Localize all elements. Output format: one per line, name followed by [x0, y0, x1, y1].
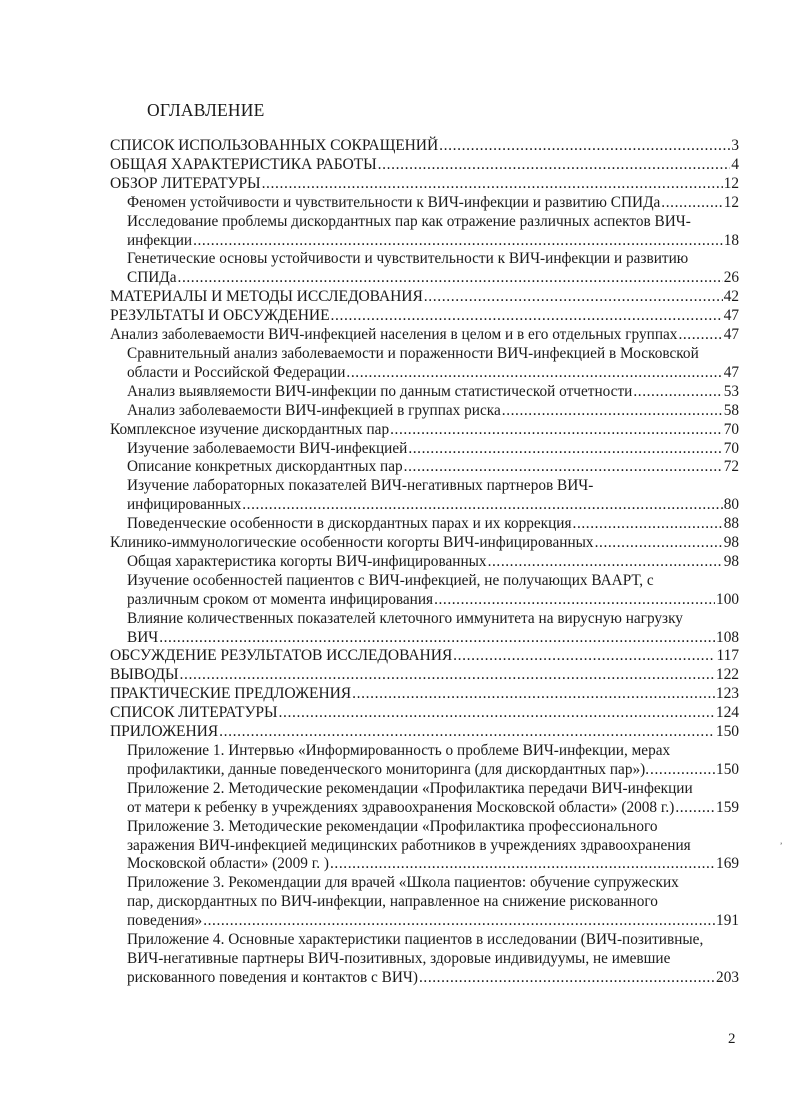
dot-leader: [346, 364, 722, 383]
toc-entry-last-line: [127, 553, 739, 572]
dot-leader: [330, 855, 715, 874]
toc-page-number: 18: [723, 231, 739, 249]
toc-entry-text-line: РЕЗУЛЬТАТЫ И ОБСУЖДЕНИЕ: [110, 307, 330, 325]
toc-entry-text-line: Изучение лабораторных показателей ВИЧ-негативных партнеров ВИЧ-: [127, 477, 594, 495]
toc-entry-text-line: инфицированных: [127, 496, 242, 514]
toc-entry[interactable]: [110, 553, 739, 572]
dot-leader: [404, 458, 723, 477]
dot-leader: [573, 515, 723, 534]
toc-page-number: 159: [716, 798, 739, 816]
dot-leader: [675, 799, 715, 818]
toc-page-number: 42: [723, 288, 739, 306]
dot-leader: [453, 647, 715, 666]
toc-entry-last-line: [110, 156, 739, 175]
toc-entry-last-line: [127, 629, 739, 648]
dot-leader: [203, 912, 715, 931]
toc-entry[interactable]: [110, 288, 739, 307]
page-title: ОГЛАВЛЕНИЕ: [147, 100, 265, 120]
toc-entry[interactable]: [110, 383, 739, 402]
toc-entry[interactable]: [110, 780, 739, 818]
dot-leader: [390, 421, 723, 440]
toc-page-number: 80: [723, 496, 739, 514]
toc-entry[interactable]: [110, 156, 739, 175]
toc-entry[interactable]: [110, 477, 739, 515]
toc-entry-last-line: [127, 912, 739, 931]
toc-entry-text-line: СПИСОК ИСПОЛЬЗОВАННЫХ СОКРАЩЕНИЙ: [110, 137, 439, 154]
dot-leader: [633, 383, 722, 402]
toc-entry-text-line: различным сроком от момента инфицирования: [127, 590, 434, 608]
toc-entry-last-line: [110, 326, 739, 345]
toc-page-number: 122: [715, 666, 739, 684]
toc-entry-last-line: [127, 383, 739, 402]
dot-leader: [424, 288, 723, 307]
toc-entry-text-line: Анализ заболеваемости ВИЧ-инфекцией в группах риска: [127, 401, 501, 419]
toc-entry-last-line: [110, 685, 739, 704]
toc-page-number: 123: [715, 685, 739, 703]
toc-entry-text-line: заражения ВИЧ-инфекцией медицинских работников в учреждениях здравоохранения: [127, 836, 691, 854]
toc-entry-text-line: Приложение 2. Методические рекомендации «Профилактика передачи ВИЧ-инфекции: [127, 779, 693, 797]
toc-entry-last-line: [110, 666, 739, 685]
dot-leader: [352, 685, 715, 704]
toc-page-number: 72: [723, 458, 739, 476]
toc-entry[interactable]: [110, 250, 739, 288]
dot-leader: [439, 137, 730, 156]
toc-entry-last-line: [110, 704, 739, 723]
toc-entry-text-line: ОБЩАЯ ХАРАКТЕРИСТИКА РАБОТЫ: [110, 155, 377, 173]
dot-leader: [434, 591, 715, 610]
toc-entry-last-line: [110, 175, 739, 194]
toc-entry-text-line: Изучение заболеваемости ВИЧ-инфекцией: [127, 439, 408, 457]
stray-scan-mark: ʼ: [779, 841, 782, 851]
toc-entry-text-line: Анализ заболеваемости ВИЧ-инфекцией населения в целом и в его отдельных группах: [110, 326, 678, 344]
dot-leader: [331, 307, 723, 326]
toc-entry[interactable]: [110, 175, 739, 194]
dot-leader: [193, 232, 723, 251]
toc-page-number: 47: [723, 363, 739, 381]
toc-entry[interactable]: [110, 874, 739, 931]
toc-entry-text-line: Генетические основы устойчивости и чувствительности к ВИЧ-инфекции и развитию: [127, 250, 689, 268]
toc-entry-text-line: Влияние количественных показателей клеточного иммунитета на вирусную нагрузку: [127, 609, 683, 627]
toc-entry-text-line: области и Российской Федерации: [127, 363, 346, 381]
toc-entry[interactable]: [110, 610, 739, 648]
toc-page-number: 58: [723, 401, 739, 419]
dot-leader: [242, 496, 722, 515]
dot-leader: [278, 704, 714, 723]
dot-leader: [419, 969, 715, 988]
toc-entry-last-line: [110, 647, 739, 666]
dot-leader: [488, 553, 723, 572]
toc-entry-last-line: [127, 440, 739, 459]
toc-entry-last-line: [127, 458, 739, 477]
toc-entry-text-line: поведения»: [127, 912, 203, 930]
toc-entry[interactable]: [110, 572, 739, 610]
toc-page-number: 12: [723, 193, 739, 211]
toc-entry[interactable]: [110, 818, 739, 875]
toc-entry[interactable]: [110, 534, 739, 553]
dot-leader: [219, 723, 715, 742]
toc-entry-last-line: [127, 364, 739, 383]
toc-entry-last-line: [110, 421, 739, 440]
dot-leader: [408, 440, 722, 459]
toc-entry[interactable]: [110, 931, 739, 988]
toc-entry-text-line: Приложение 4. Основные характеристики пациентов в исследовании (ВИЧ-позитивные,: [127, 931, 704, 949]
toc-entry[interactable]: [110, 345, 739, 383]
dot-leader: [661, 194, 722, 213]
toc-entry-last-line: [127, 496, 739, 515]
toc-entry-text-line: СПИДа: [127, 269, 177, 287]
toc-page-number: 203: [716, 968, 739, 986]
dot-leader: [178, 269, 723, 288]
toc-entry-text-line: Анализ выявляемости ВИЧ-инфекции по данным статистической отчетности: [127, 382, 633, 400]
toc-entry[interactable]: [110, 666, 739, 685]
toc-entry-last-line: [110, 288, 739, 307]
toc-entry-last-line: [127, 799, 739, 818]
toc-page-number: 98: [723, 552, 739, 570]
toc-entry-last-line: [110, 307, 739, 326]
toc-page-number: 150: [716, 760, 739, 778]
toc-entry-last-line: [127, 515, 739, 534]
toc-page-number: 98: [723, 534, 739, 552]
toc-entry[interactable]: [110, 685, 739, 704]
toc-entry-last-line: [110, 723, 739, 742]
toc-page-number: 88: [723, 515, 739, 533]
dot-leader: [595, 534, 723, 553]
toc-entry-text-line: от матери к ребенку в учреждениях здравоохранения Московской области» (2008 г.): [127, 798, 675, 816]
toc-page-number: 108: [716, 628, 739, 646]
toc-entry[interactable]: [110, 194, 739, 213]
toc-entry-last-line: [127, 591, 739, 610]
toc-entry[interactable]: [110, 307, 739, 326]
toc-page-number: 47: [723, 307, 739, 325]
toc-entry-text-line: ПРАКТИЧЕСКИЕ ПРЕДЛОЖЕНИЯ: [110, 685, 352, 703]
toc-entry-text-line: Приложение 1. Интервью «Информированность о проблеме ВИЧ-инфекции, мерах: [127, 742, 671, 759]
toc-entry-last-line: [110, 534, 739, 553]
toc-entry-last-line: [127, 402, 739, 421]
toc-entry-text-line: ВИЧ-негативные партнеры ВИЧ-позитивных, здоровые индивидуумы, не имевшие: [127, 949, 671, 967]
toc-entry-text-line: пар, дискордантных по ВИЧ-инфекции, направленное на снижение рискованного: [127, 893, 658, 911]
toc-entry[interactable]: [110, 515, 739, 534]
dot-leader: [650, 761, 715, 780]
toc-entry[interactable]: [110, 137, 739, 156]
toc-entry[interactable]: [110, 647, 739, 666]
toc-page-number: 124: [715, 704, 739, 722]
toc-entry[interactable]: [110, 421, 739, 440]
toc-entry[interactable]: [110, 742, 739, 780]
dot-leader: [678, 326, 722, 345]
toc-entry-last-line: [110, 137, 739, 156]
toc-page-number: 26: [723, 269, 739, 287]
toc-page-number: 150: [715, 723, 739, 741]
toc-entry[interactable]: [110, 458, 739, 477]
toc-page-number: 70: [723, 420, 739, 438]
toc-entry-text-line: ВИЧ: [127, 628, 159, 646]
toc-page-number: 100: [716, 590, 739, 608]
dot-leader: [159, 629, 715, 648]
dot-leader: [180, 666, 715, 685]
toc-page-number: 12: [723, 174, 739, 192]
toc-entry-text-line: инфекции: [127, 231, 193, 249]
toc-entry-text-line: Феномен устойчивости и чувствительности к ВИЧ-инфекции и развитию СПИДа: [127, 193, 661, 211]
toc-entry-text-line: ВЫВОДЫ: [110, 666, 179, 684]
toc-entry-text-line: Поведенческие особенности в дискордантных парах и их коррекция: [127, 515, 572, 533]
toc-entry-text-line: Комплексное изучение дискордантных пар: [110, 420, 390, 438]
page-number: 2: [728, 1031, 736, 1047]
toc-entry-text-line: Сравнительный анализ заболеваемости и пораженности ВИЧ-инфекцией в Московской: [127, 344, 699, 362]
toc-entry[interactable]: [110, 326, 739, 345]
toc-entry-text-line: СПИСОК ЛИТЕРАТУРЫ: [110, 704, 278, 722]
toc-entry-text-line: рискованного поведения и контактов с ВИЧ): [127, 968, 418, 986]
dot-leader: [502, 402, 723, 421]
table-of-contents: [110, 137, 739, 988]
toc-page-number: 3: [731, 137, 739, 154]
toc-entry-last-line: [127, 969, 739, 988]
toc-entry-text-line: Исследование проблемы дискордантных пар как отражение различных аспектов ВИЧ-: [127, 212, 691, 230]
toc-entry-text-line: Общая характеристика когорты ВИЧ-инфицированных: [127, 552, 487, 570]
toc-entry-text-line: ПРИЛОЖЕНИЯ: [110, 723, 219, 741]
toc-page-number: 4: [731, 155, 739, 173]
toc-entry-text-line: Клинико-иммунологические особенности когорты ВИЧ-инфицированных: [110, 534, 594, 552]
toc-entry-last-line: [127, 855, 739, 874]
toc-page-number: 169: [716, 855, 739, 873]
toc-entry[interactable]: [110, 723, 739, 742]
dot-leader: [262, 175, 723, 194]
toc-entry[interactable]: [110, 213, 739, 251]
toc-entry-text-line: ОБСУЖДЕНИЕ РЕЗУЛЬТАТОВ ИССЛЕДОВАНИЯ: [110, 647, 453, 665]
toc-entry-last-line: [127, 194, 739, 213]
toc-entry-last-line: [127, 232, 739, 251]
toc-entry-text-line: Московской области» (2009 г. ): [127, 855, 329, 873]
toc-entry-text-line: МАТЕРИАЛЫ И МЕТОДЫ ИССЛЕДОВАНИЯ: [110, 288, 423, 306]
toc-entry-last-line: [127, 269, 739, 288]
toc-entry-text-line: Приложение 3. Рекомендации для врачей «Школа пациентов: обучение супружеских: [127, 874, 679, 892]
toc-entry-text-line: ОБЗОР ЛИТЕРАТУРЫ: [110, 174, 261, 192]
toc-entry-text-line: профилактики, данные поведенческого мониторинга (для дискордантных пар»).: [127, 760, 650, 778]
toc-entry-text-line: Изучение особенностей пациентов с ВИЧ-инфекцией, не получающих ВААРТ, с: [127, 571, 654, 589]
toc-page-number: 70: [723, 439, 739, 457]
toc-page-number: 191: [716, 912, 739, 930]
toc-page-number: 117: [716, 647, 739, 665]
toc-entry[interactable]: [110, 402, 739, 421]
toc-entry-text-line: Приложение 3. Методические рекомендации «Профилактика профессионального: [127, 817, 658, 835]
toc-entry-last-line: [127, 761, 739, 780]
toc-entry[interactable]: [110, 704, 739, 723]
toc-entry-text-line: Описание конкретных дискордантных пар: [127, 458, 403, 476]
toc-entry[interactable]: [110, 440, 739, 459]
toc-page-number: 53: [723, 382, 739, 400]
toc-page-number: 47: [723, 326, 739, 344]
dot-leader: [378, 156, 731, 175]
